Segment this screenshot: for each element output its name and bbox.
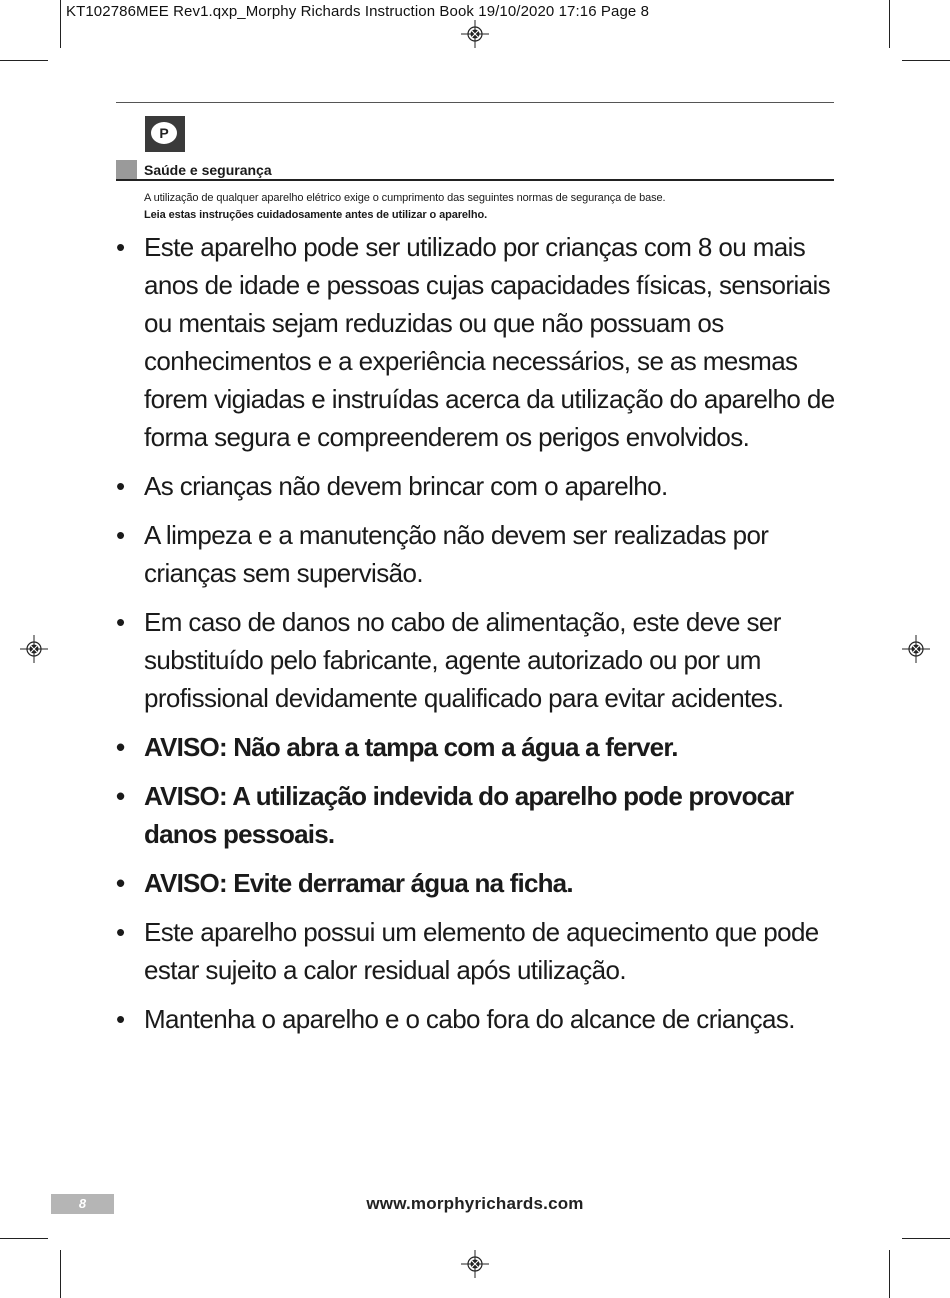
- bullet-icon: •: [116, 607, 125, 637]
- language-badge: [145, 116, 185, 152]
- crop-mark: [60, 1250, 61, 1298]
- safety-list: [110, 228, 840, 1049]
- section-divider: [116, 179, 834, 181]
- safety-list-item: [110, 1000, 840, 1038]
- registration-mark-icon: [20, 635, 48, 663]
- safety-list-item: [110, 864, 840, 902]
- section-marker: [116, 160, 137, 181]
- bullet-icon: •: [116, 1004, 125, 1034]
- safety-list-item: [110, 603, 840, 717]
- bullet-icon: •: [116, 232, 125, 262]
- bullet-icon: •: [116, 917, 125, 947]
- registration-mark-icon: [461, 1250, 489, 1278]
- registration-mark-icon: [902, 635, 930, 663]
- safety-list-item-text: AVISO: A utilização indevida do aparelho pode provocar danos pessoais.: [144, 781, 794, 849]
- intro-text: A utilização de qualquer aparelho elétrico exige o cumprimento das seguintes normas de segurança de base.: [144, 192, 666, 204]
- safety-list-item-text: Em caso de danos no cabo de alimentação, este deve ser substituído pelo fabricante, agente autorizado ou por um profissional devidamente qualificado para evitar acidentes.: [144, 607, 784, 713]
- safety-list-item: [110, 467, 840, 505]
- bullet-icon: •: [116, 471, 125, 501]
- crop-mark: [902, 1238, 950, 1239]
- safety-list-item: [110, 913, 840, 989]
- safety-list-item-text: As crianças não devem brincar com o aparelho.: [144, 471, 668, 501]
- safety-list-item-text: Mantenha o aparelho e o cabo fora do alcance de crianças.: [144, 1004, 795, 1034]
- website-url: www.morphyrichards.com: [366, 1194, 584, 1213]
- header-divider: [116, 102, 834, 103]
- crop-mark: [889, 0, 890, 48]
- language-badge-label: P: [151, 122, 177, 144]
- safety-list-item-text: AVISO: Não abra a tampa com a água a ferver.: [144, 732, 678, 762]
- crop-mark: [60, 0, 61, 48]
- print-slug-line: KT102786MEE Rev1.qxp_Morphy Richards Instruction Book 19/10/2020 17:16 Page 8: [66, 3, 650, 20]
- safety-list-item: [110, 777, 840, 853]
- crop-mark: [0, 60, 48, 61]
- safety-list-item: [110, 228, 840, 456]
- page-number: 8: [78, 1196, 87, 1211]
- crop-mark: [889, 1250, 890, 1298]
- bullet-icon: •: [116, 732, 125, 762]
- page-number-tab: [51, 1194, 114, 1214]
- crop-mark: [0, 1238, 48, 1239]
- crop-mark: [902, 60, 950, 61]
- safety-list-item-text: A limpeza e a manutenção não devem ser realizadas por crianças sem supervisão.: [144, 520, 769, 588]
- safety-list-item-text: Este aparelho pode ser utilizado por crianças com 8 ou mais anos de idade e pessoas cujas capacidades físicas, sensoriais ou mentais sejam reduzidas ou que não possuam os conhecimentos e a experiência necessários, se as mesmas forem vigiadas e instruídas acerca da utilização do aparelho de forma segura e compreenderem os perigos envolvidos.: [144, 232, 835, 452]
- safety-list-item: [110, 516, 840, 592]
- safety-list-item-text: Este aparelho possui um elemento de aquecimento que pode estar sujeito a calor residual após utilização.: [144, 917, 819, 985]
- bullet-icon: •: [116, 520, 125, 550]
- safety-list-item-text: AVISO: Evite derramar água na ficha.: [144, 868, 573, 898]
- safety-list-item: [110, 728, 840, 766]
- bullet-icon: •: [116, 781, 125, 811]
- section-title: Saúde e segurança: [144, 162, 272, 178]
- intro-instruction: Leia estas instruções cuidadosamente antes de utilizar o aparelho.: [144, 209, 488, 221]
- bullet-icon: •: [116, 868, 125, 898]
- registration-mark-icon: [461, 20, 489, 48]
